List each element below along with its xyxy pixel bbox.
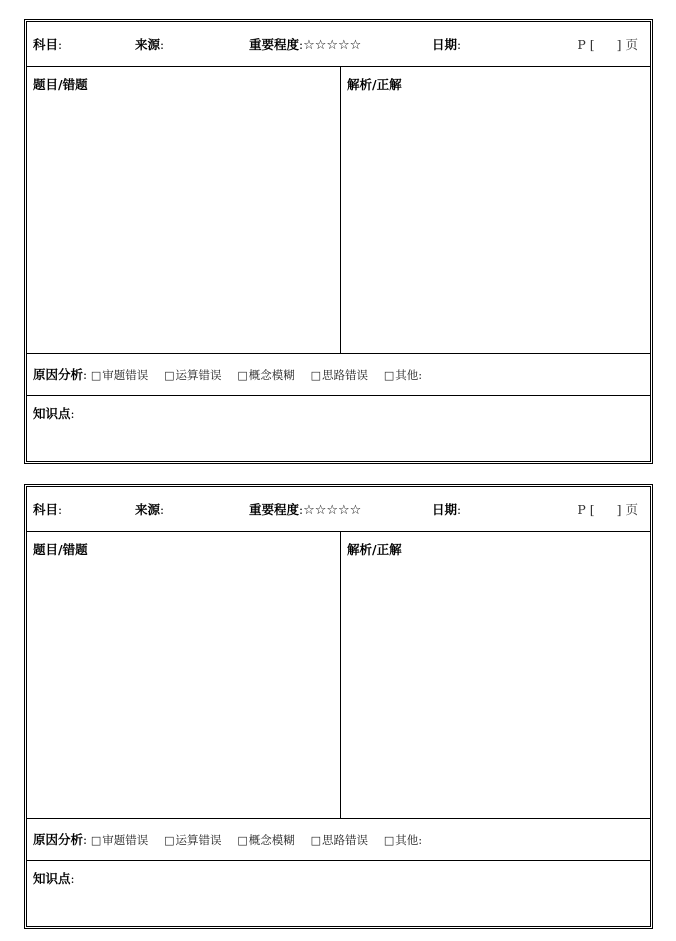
knowledge-colon: : xyxy=(70,407,75,421)
reason-option-4 xyxy=(311,368,368,382)
page-prefix: P [ xyxy=(577,37,595,52)
subject-field xyxy=(33,502,62,519)
mistake-card xyxy=(24,19,653,464)
reason-option-text: 运算错误 xyxy=(175,833,222,847)
checkbox-icon: □ xyxy=(237,834,248,847)
knowledge-row xyxy=(27,861,650,926)
question-panel xyxy=(27,66,341,353)
knowledge-label: 知识点 xyxy=(33,871,71,886)
reason-option-2 xyxy=(164,368,221,382)
reason-option-text: 概念模糊 xyxy=(248,368,295,382)
page-suffix: ] 页 xyxy=(616,502,638,517)
reason-option-5 xyxy=(384,368,422,382)
knowledge-colon: : xyxy=(70,872,75,886)
reason-colon: : xyxy=(83,368,88,382)
question-title: 题目/错题 xyxy=(33,542,88,557)
reason-option-1 xyxy=(91,833,148,847)
source-field xyxy=(135,502,164,519)
reason-option-text: 其他: xyxy=(395,368,423,382)
reason-label: 原因分析 xyxy=(33,832,84,847)
checkbox-icon: □ xyxy=(164,834,175,847)
card-main-row xyxy=(27,531,650,819)
card-header-row xyxy=(27,22,650,67)
importance-colon: : xyxy=(299,503,304,517)
source-label: 来源 xyxy=(135,37,161,52)
reason-option-5 xyxy=(384,833,422,847)
checkbox-icon: □ xyxy=(310,369,321,382)
mistake-card xyxy=(24,484,653,929)
importance-colon: : xyxy=(299,38,304,52)
source-field xyxy=(135,37,164,54)
reason-option-text: 审题错误 xyxy=(102,368,149,382)
reason-option-text: 审题错误 xyxy=(102,833,149,847)
answer-title: 解析/正解 xyxy=(347,77,402,92)
importance-field xyxy=(249,37,361,54)
reason-row xyxy=(27,819,650,861)
question-panel xyxy=(27,531,341,818)
date-field xyxy=(432,502,461,519)
card-main-row xyxy=(27,66,650,354)
importance-label: 重要程度 xyxy=(249,502,300,517)
page-suffix: ] 页 xyxy=(616,37,638,52)
importance-field xyxy=(249,502,361,519)
source-colon: : xyxy=(160,503,165,517)
knowledge-label: 知识点 xyxy=(33,406,71,421)
reason-option-4 xyxy=(311,833,368,847)
reason-colon: : xyxy=(83,833,88,847)
reason-option-1 xyxy=(91,368,148,382)
answer-panel xyxy=(341,531,650,818)
importance-stars-icon: ☆☆☆☆☆ xyxy=(303,503,362,518)
reason-option-text: 其他: xyxy=(395,833,423,847)
answer-panel xyxy=(341,66,650,353)
source-label: 来源 xyxy=(135,502,161,517)
answer-title: 解析/正解 xyxy=(347,542,402,557)
date-label: 日期 xyxy=(432,37,458,52)
importance-label: 重要程度 xyxy=(249,37,300,52)
checkbox-icon: □ xyxy=(237,369,248,382)
subject-field xyxy=(33,37,62,54)
date-colon: : xyxy=(457,503,462,517)
checkbox-icon: □ xyxy=(90,369,102,382)
card-header-row xyxy=(27,487,650,532)
reason-option-text: 思路错误 xyxy=(322,368,368,382)
checkbox-icon: □ xyxy=(383,834,395,847)
subject-label: 科目 xyxy=(33,502,59,517)
reason-label: 原因分析 xyxy=(33,367,84,382)
subject-colon: : xyxy=(58,503,63,517)
date-field xyxy=(432,37,461,54)
date-label: 日期 xyxy=(432,502,458,517)
date-colon: : xyxy=(457,38,462,52)
checkbox-icon: □ xyxy=(90,834,102,847)
source-colon: : xyxy=(160,38,165,52)
reason-line xyxy=(33,367,434,384)
knowledge-row xyxy=(27,396,650,461)
subject-colon: : xyxy=(58,38,63,52)
reason-row xyxy=(27,354,650,396)
importance-stars-icon: ☆☆☆☆☆ xyxy=(303,38,362,53)
knowledge-line xyxy=(33,406,75,422)
reason-option-text: 运算错误 xyxy=(175,368,222,382)
reason-option-text: 思路错误 xyxy=(322,833,368,847)
checkbox-icon: □ xyxy=(383,369,395,382)
reason-line xyxy=(33,832,434,849)
question-title: 题目/错题 xyxy=(33,77,88,92)
checkbox-icon: □ xyxy=(310,834,321,847)
reason-option-3 xyxy=(237,833,294,847)
checkbox-icon: □ xyxy=(164,369,175,382)
reason-option-3 xyxy=(237,368,294,382)
reason-option-text: 概念模糊 xyxy=(248,833,295,847)
page-prefix: P [ xyxy=(577,502,595,517)
subject-label: 科目 xyxy=(33,37,59,52)
page-field xyxy=(577,37,638,53)
page-field xyxy=(577,502,638,518)
knowledge-line xyxy=(33,871,75,887)
reason-option-2 xyxy=(164,833,221,847)
